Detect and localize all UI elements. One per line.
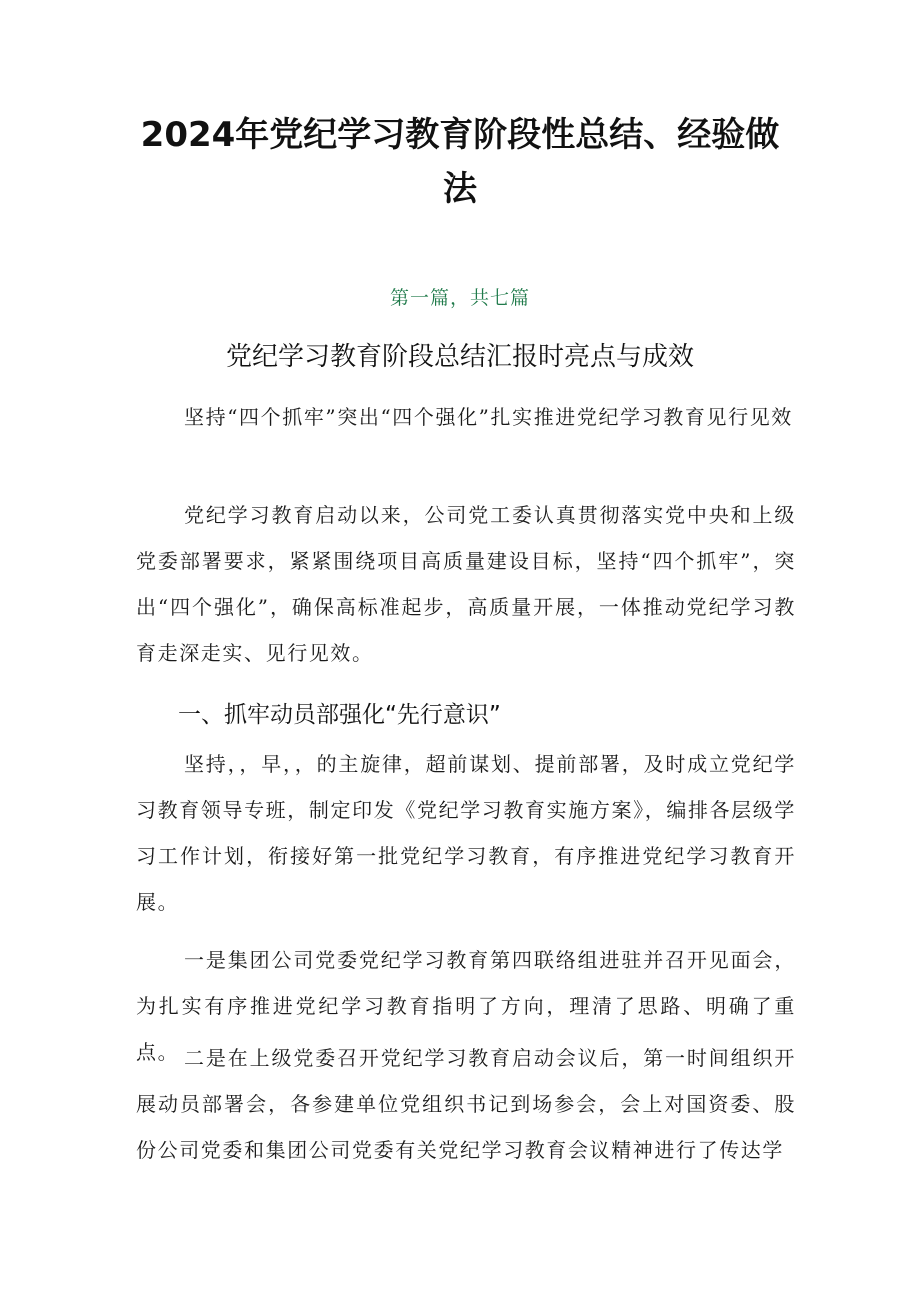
section-title: 党纪学习教育阶段总结汇报时亮点与成效	[225, 342, 694, 372]
intro-paragraph: 党纪学习教育启动以来，公司党工委认真贯彻落实党中央和上级党委部署要求，紧紧围绕项目高质量建设目标，坚持“四个抓牢”，突出“四个强化”，确保高标准起步，高质量开展，一体推动党纪学习教育走深走实、见行见效。	[136, 503, 796, 665]
section-heading-1: 一、抓牢动员部强化“先行意识”	[178, 702, 501, 728]
body-paragraph-2: 一是集团公司党委党纪学习教育第四联络组进驻并召开见面会，为扎实有序推进党纪学习教育指明了方向，理清了思路、明确了重点。	[136, 948, 796, 1064]
part-label: 第一篇，共七篇	[389, 287, 530, 309]
subtitle-paragraph: 坚持“四个抓牢”突出“四个强化”扎实推进党纪学习教育见行见效	[184, 405, 793, 429]
body-paragraph-1: 坚持，，早，，的主旋律，超前谋划、提前部署，及时成立党纪学习教育领导专班，制定印发《党纪学习教育实施方案》，编排各层级学习工作计划，衔接好第一批党纪学习教育，有序推进党纪学习教育开展。	[136, 752, 796, 914]
body-paragraph-3: 二是在上级党委召开党纪学习教育启动会议后，第一时间组织开展动员部署会，各参建单位党组织书记到场参会，会上对国资委、股份公司党委和集团公司党委有关党纪学习教育会议精神进行了传达学	[136, 1046, 796, 1162]
document-title: 2024年党纪学习教育阶段性总结、经验做法	[140, 115, 780, 209]
